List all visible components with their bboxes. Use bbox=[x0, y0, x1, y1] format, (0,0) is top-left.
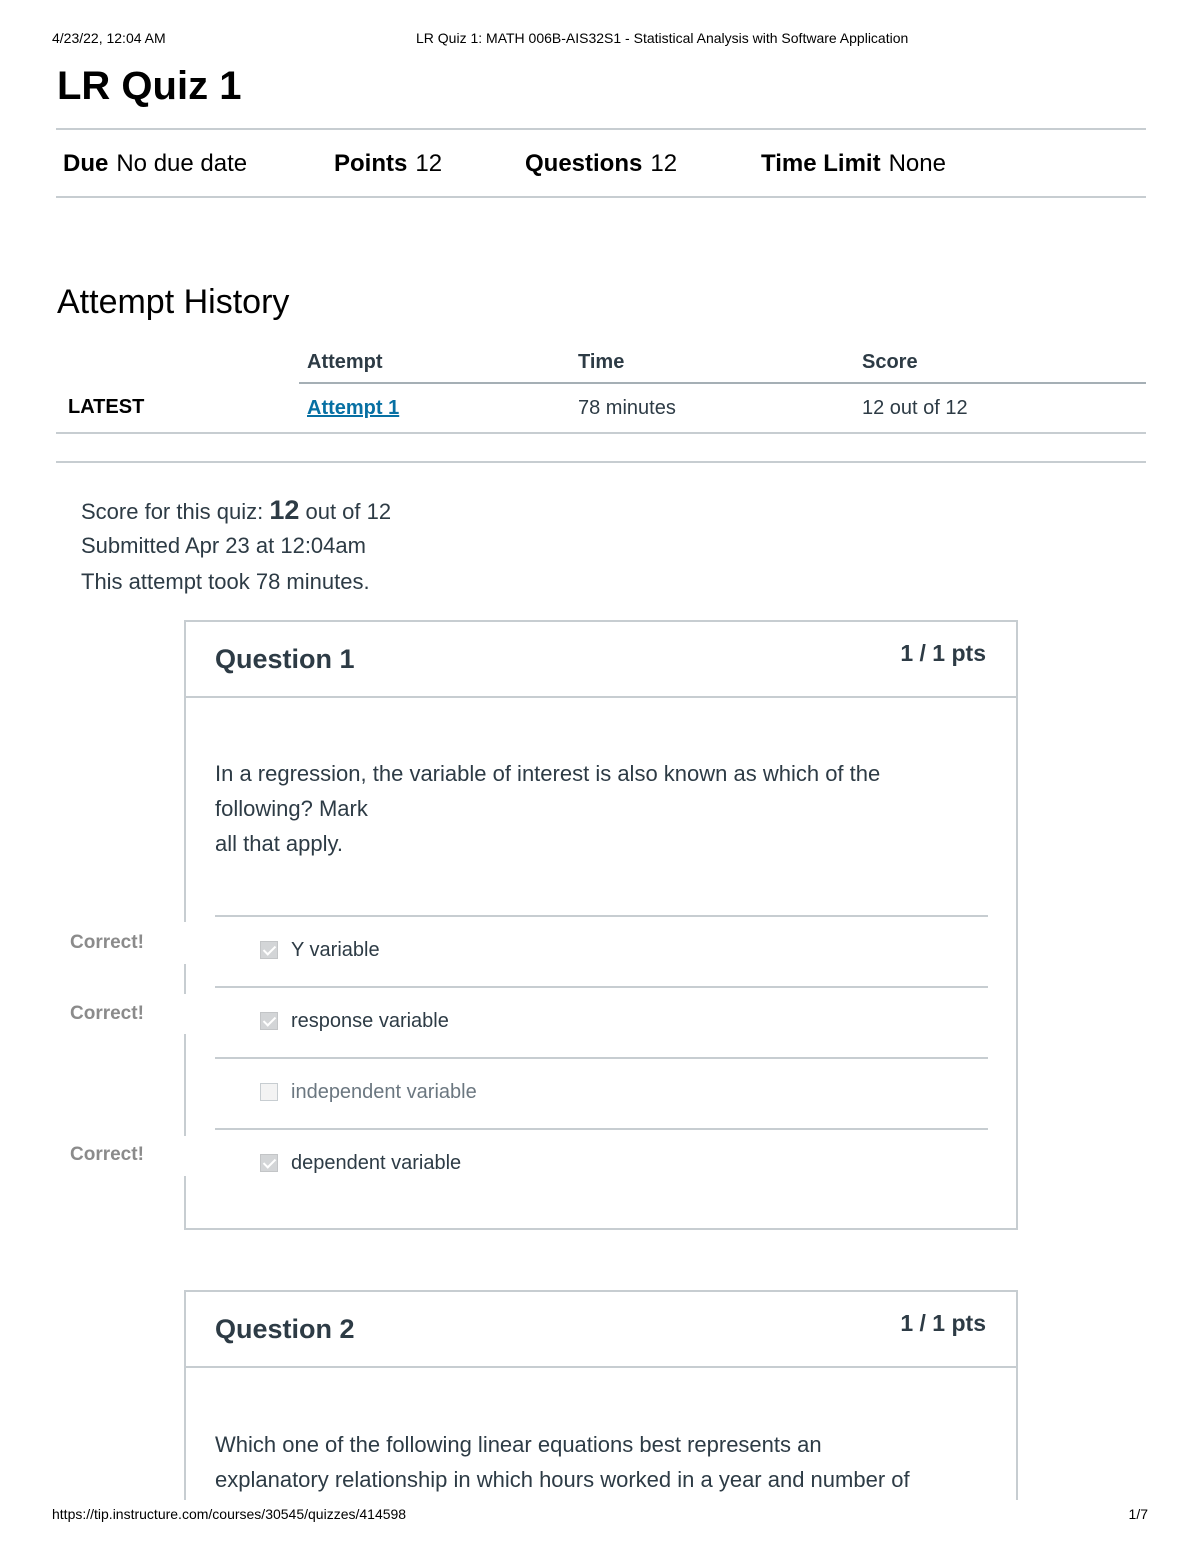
score-prefix: Score for this quiz: bbox=[81, 499, 270, 524]
attempt-history-table bbox=[56, 342, 1146, 434]
question-text-line: all that apply. bbox=[215, 831, 344, 856]
points-label: Points bbox=[334, 150, 408, 177]
points-value: 12 bbox=[415, 150, 443, 177]
print-document-title: LR Quiz 1: MATH 006B-AIS32S1 - Statistical Analysis with Software Application bbox=[416, 30, 909, 46]
score-value: 12 bbox=[269, 495, 300, 525]
question-1 bbox=[184, 620, 1018, 1230]
quiz-details bbox=[56, 128, 1146, 198]
column-attempt: Attempt bbox=[299, 342, 570, 383]
score-summary bbox=[81, 494, 391, 602]
border-gap bbox=[182, 994, 188, 1034]
quiz-score-line bbox=[81, 494, 391, 530]
checkbox-checked-icon[interactable] bbox=[260, 941, 278, 959]
submitted-line: Submitted Apr 23 at 12:04am bbox=[81, 533, 366, 558]
question-text-line: Which one of the following linear equations best represents an bbox=[215, 1432, 822, 1457]
question-text bbox=[215, 756, 955, 861]
correct-answer-flag: Correct! bbox=[70, 1144, 144, 1165]
duration-line: This attempt took 78 minutes. bbox=[81, 569, 370, 594]
time-limit-label: Time Limit bbox=[761, 150, 881, 177]
print-url: https://tip.instructure.com/courses/30545/quizzes/414598 bbox=[52, 1506, 407, 1522]
section-divider bbox=[56, 461, 1146, 463]
checkbox-checked-icon[interactable] bbox=[260, 1012, 278, 1030]
border-gap bbox=[182, 922, 188, 964]
attempt-cell bbox=[299, 383, 570, 433]
question-points: 1 / 1 pts bbox=[900, 640, 986, 666]
border-gap bbox=[182, 1136, 188, 1176]
question-points: 1 / 1 pts bbox=[900, 1310, 986, 1336]
correct-answer-flag: Correct! bbox=[70, 1003, 144, 1024]
column-score: Score bbox=[854, 342, 1146, 383]
answer-option[interactable] bbox=[215, 986, 988, 1057]
page-title: LR Quiz 1 bbox=[57, 64, 242, 108]
answer-option[interactable] bbox=[215, 1128, 988, 1199]
due-info bbox=[63, 150, 247, 178]
checkbox-checked-icon[interactable] bbox=[260, 1154, 278, 1172]
column-time: Time bbox=[570, 342, 854, 383]
due-value: No due date bbox=[116, 150, 248, 177]
answer-label: dependent variable bbox=[291, 1152, 462, 1174]
questions-label: Questions bbox=[525, 150, 643, 177]
question-title: Question 2 bbox=[215, 1314, 355, 1344]
time-limit-info bbox=[761, 150, 946, 178]
attempt-history-heading: Attempt History bbox=[57, 283, 290, 321]
answer-list bbox=[215, 915, 988, 1199]
questions-value: 12 bbox=[650, 150, 678, 177]
answer-option[interactable] bbox=[215, 915, 988, 986]
questions-info bbox=[525, 150, 677, 178]
question-header bbox=[186, 1292, 1016, 1368]
answer-option[interactable] bbox=[215, 1057, 988, 1128]
checkbox-unchecked-icon[interactable] bbox=[260, 1083, 278, 1101]
table-row bbox=[56, 383, 1146, 433]
time-limit-value: None bbox=[888, 150, 946, 177]
answer-label: independent variable bbox=[291, 1081, 477, 1103]
due-label: Due bbox=[63, 150, 109, 177]
question-text bbox=[215, 1427, 995, 1497]
question-text-line: explanatory relationship in which hours worked in a year and number of bbox=[215, 1467, 910, 1492]
attempt-1-link[interactable]: Attempt 1 bbox=[307, 396, 400, 419]
answer-label: response variable bbox=[291, 1010, 449, 1032]
attempt-score: 12 out of 12 bbox=[854, 383, 1146, 433]
score-suffix: out of 12 bbox=[299, 499, 392, 524]
question-text-line: In a regression, the variable of interest is also known as which of the bbox=[215, 761, 881, 786]
page-number: 1/7 bbox=[1128, 1506, 1148, 1522]
answer-label: Y variable bbox=[291, 939, 380, 961]
points-info bbox=[334, 150, 442, 178]
question-header bbox=[186, 622, 1016, 698]
attempt-time: 78 minutes bbox=[570, 383, 854, 433]
attempt-row-label: LATEST bbox=[56, 383, 299, 433]
question-title: Question 1 bbox=[215, 644, 355, 674]
question-text-line: following? Mark bbox=[215, 796, 368, 821]
correct-answer-flag: Correct! bbox=[70, 932, 144, 953]
attempt-table-header bbox=[56, 342, 1146, 383]
print-date: 4/23/22, 12:04 AM bbox=[52, 30, 166, 46]
